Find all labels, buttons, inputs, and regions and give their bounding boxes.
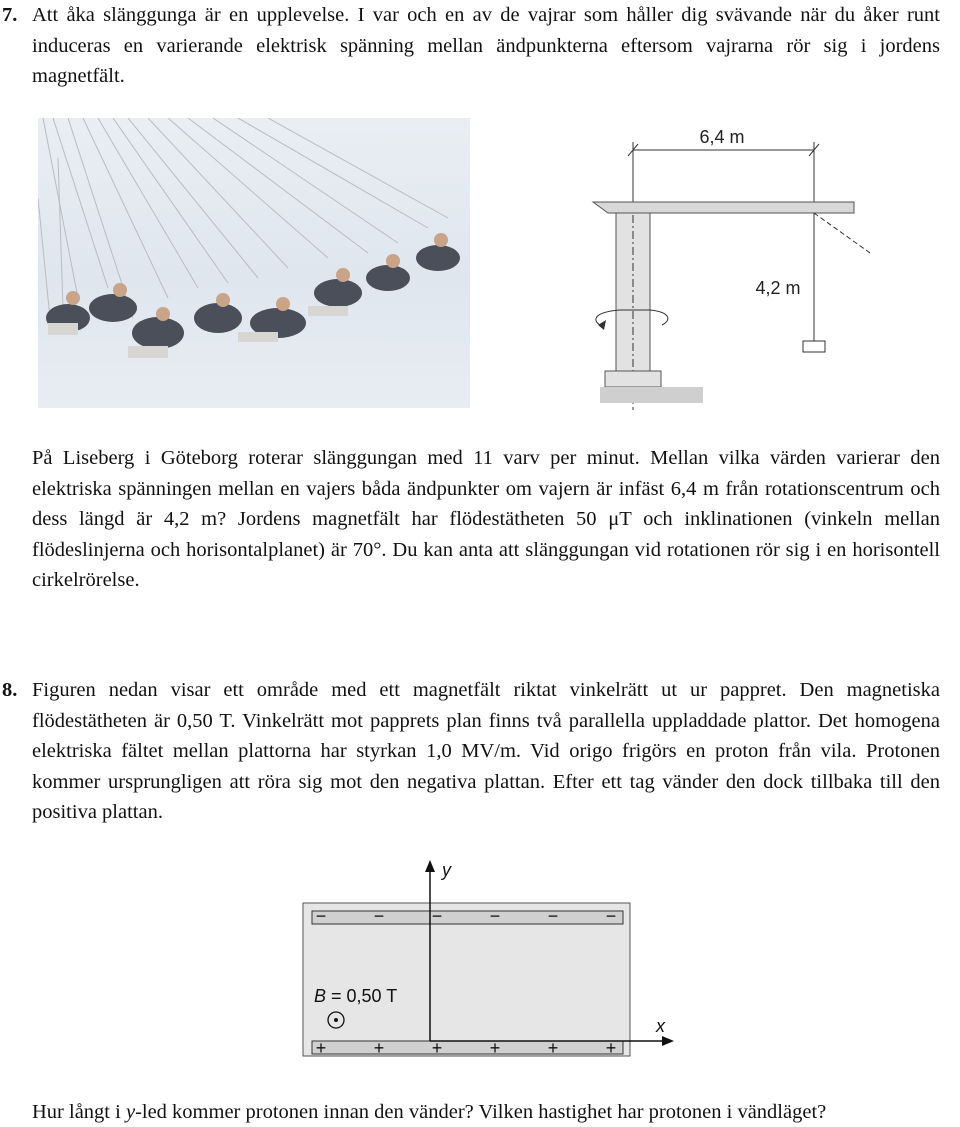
b-field-label bbox=[314, 986, 397, 1006]
b-value: = 0,50 T bbox=[326, 986, 398, 1006]
ground-slab bbox=[600, 387, 703, 403]
y-axis-label: y bbox=[442, 860, 451, 880]
hanging-seat bbox=[803, 341, 825, 352]
plus-sign: + bbox=[605, 1038, 617, 1058]
wire-length-label: 4,2 m bbox=[755, 278, 801, 298]
distance-label: 6,4 m bbox=[699, 127, 745, 147]
minus-sign: − bbox=[547, 906, 559, 926]
minus-sign: − bbox=[431, 906, 443, 926]
minus-sign: − bbox=[373, 906, 385, 926]
top-beam bbox=[593, 202, 854, 213]
problem-7-intro: Att åka slänggunga är en upplevelse. I var och en av de vajrar som håller dig svävande när du åker runt induceras en varierande elektrisk spänning mellan ändpunkterna eftersom vajrarna rör sig i jordens magnetfält. bbox=[32, 4, 940, 87]
problem-7-number: 7. bbox=[2, 4, 18, 26]
x-axis-label: x bbox=[656, 1016, 665, 1036]
problem-7-body: På Liseberg i Göteborg roterar slänggungan med 11 varv per minut. Mellan vilka värden varierar den elektriska spänningen mellan en vajers båda ändpunkter om vajern är infäst 6,4 m från rotationscentrum och dess längd är 4,2 m? Jordens magnetfält har flödestätheten 50 μT och inklinationen (vinkeln mellan flödeslinjerna och horisontalplanet) är 70°. Du kan anta att slänggungan vid rotationen rör sig i en horisontell cirkelrörelse. bbox=[32, 447, 940, 591]
problem-8-question bbox=[32, 1097, 826, 1127]
swing-ride-illustration bbox=[38, 118, 470, 408]
field-region bbox=[303, 903, 630, 1056]
question-text-end: -led kommer protonen innan den vänder? Vilken hastighet har protonen i vändläget? bbox=[135, 1101, 827, 1123]
plus-sign: + bbox=[315, 1038, 327, 1058]
positive-plate bbox=[312, 1041, 623, 1054]
x-axis-arrowhead bbox=[662, 1036, 674, 1046]
minus-sign: − bbox=[315, 906, 327, 926]
b-symbol: B bbox=[314, 986, 327, 1006]
column-base bbox=[605, 371, 661, 387]
swung-wire bbox=[814, 213, 870, 285]
problem-8-body: Figuren nedan visar ett område med ett magnetfält riktat vinkelrätt ut ur pappret. Den magnetiska flödestätheten är 0,50 T. Vinkelrätt mot papprets plan finns två parallella uppladdade plattor. Det homogena elektriska fältet mellan plattorna har styrkan 1,0 MV/m. Vid origo frigörs en proton från vila. Protonen kommer ursprungligen att röra sig mot den negativa plattan. Efter ett tag vänder den dock tillbaka till den positiva plattan. bbox=[32, 679, 940, 823]
question-variable: y bbox=[125, 1101, 136, 1123]
y-axis-arrowhead bbox=[425, 860, 435, 872]
swing-diagram bbox=[590, 120, 870, 410]
plus-sign: + bbox=[489, 1038, 501, 1058]
plates-diagram bbox=[290, 850, 690, 1065]
plus-sign: + bbox=[373, 1038, 385, 1058]
plus-sign: + bbox=[547, 1038, 559, 1058]
swing-ride-photo bbox=[38, 118, 470, 408]
negative-plate bbox=[312, 911, 623, 924]
minus-sign: − bbox=[605, 906, 617, 926]
problem-8-number: 8. bbox=[2, 679, 18, 701]
question-text-start: Hur långt i bbox=[32, 1101, 126, 1123]
plus-sign: + bbox=[431, 1038, 443, 1058]
minus-sign: − bbox=[489, 906, 501, 926]
